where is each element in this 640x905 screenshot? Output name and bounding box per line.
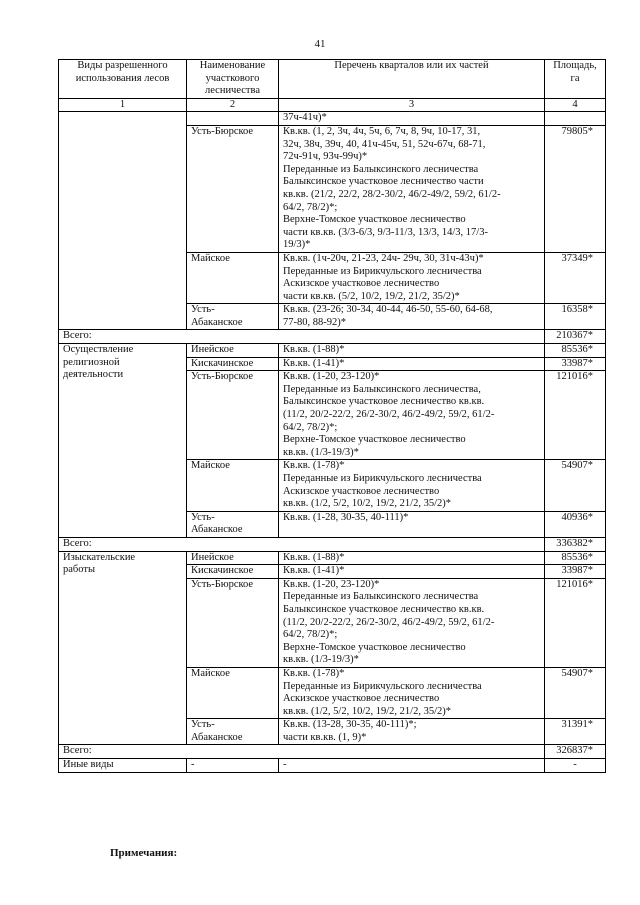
- total-area: 336382*: [545, 537, 606, 551]
- area-cell: 37349*: [545, 252, 606, 303]
- area-cell: 40936*: [545, 511, 606, 537]
- quarter-list-cell: Кв.кв. (1ч-20ч, 21-23, 24ч- 29ч, 30, 31ч-43ч)* Переданные из Бирикчульского лесничества Аскизское участковое лесничество части кв.кв. (5/2, 10/2, 19/2, 21/2, 35/2)*: [279, 252, 545, 303]
- column-number: 3: [279, 98, 545, 112]
- column-number: 1: [59, 98, 187, 112]
- total-area: 326837*: [545, 745, 606, 759]
- forestry-name-cell: Усть-Бюрское: [187, 371, 279, 460]
- forestry-name-cell: Инейское: [187, 344, 279, 358]
- area-cell: 54907*: [545, 460, 606, 511]
- table-row: [59, 551, 606, 565]
- total-row: [59, 330, 606, 344]
- quarter-list-cell: Кв.кв. (1-78)* Переданные из Бирикчульского лесничества Аскизское участковое лесничество кв.кв. (1/2, 5/2, 10/2, 19/2, 21/2, 35/2)*: [279, 460, 545, 511]
- use-type-cell: [59, 112, 187, 330]
- forestry-name-cell: -: [187, 759, 279, 773]
- quarter-list-cell: Кв.кв. (1, 2, 3ч, 4ч, 5ч, 6, 7ч, 8, 9ч, 10-17, 31, 32ч, 38ч, 39ч, 40, 41ч-45ч, 51, 52ч-67ч, 68-71, 72ч-91ч, 93ч-99ч)* Переданные из Балыксинского лесничества Балыксинское участковое лесничество части кв.кв. (21/2, 22/2, 28/2-30/2, 46/2-49/2, 59/2, 61/2- 64/2, 78/2)*; Верхне-Томское участковое лесничество части кв.кв. (3/3-6/3, 9/3-11/3, 13/3, 14/3, 17/3- 19/3)*: [279, 125, 545, 252]
- forestry-name-cell: Майское: [187, 460, 279, 511]
- forestry-name-cell: Майское: [187, 667, 279, 718]
- header-use-type: Виды разрешенного использования лесов: [59, 60, 187, 99]
- header-area: Площадь, га: [545, 60, 606, 99]
- forestry-name-cell: Инейское: [187, 551, 279, 565]
- forestry-name-cell: Усть-Бюрское: [187, 578, 279, 667]
- forestry-name-cell: Усть- Абаканское: [187, 719, 279, 745]
- quarter-list-cell: Кв.кв. (1-88)*: [279, 551, 545, 565]
- use-type-cell: Изыскательские работы: [59, 551, 187, 745]
- use-type-cell: Иные виды: [59, 759, 187, 773]
- page-number: 41: [314, 38, 326, 50]
- forestry-name-cell: Усть- Абаканское: [187, 304, 279, 330]
- area-cell: 31391*: [545, 719, 606, 745]
- area-cell: 121016*: [545, 578, 606, 667]
- notes-heading: Примечания:: [110, 847, 178, 859]
- quarter-list-cell: -: [279, 759, 545, 773]
- area-cell: 85536*: [545, 344, 606, 358]
- quarter-list-cell: Кв.кв. (1-20, 23-120)* Переданные из Балыксинского лесничества, Балыксинское участковое лесничество кв.кв. (11/2, 20/2-22/2, 26/2-30/2, 46/2-49/2, 59/2, 61/2- 64/2, 78/2)*; Верхне-Томское участковое лесничество кв.кв. (1/3-19/3)*: [279, 371, 545, 460]
- quarter-list-cell: Кв.кв. (1-28, 30-35, 40-111)*: [279, 511, 545, 537]
- total-label: Всего:: [59, 330, 545, 344]
- quarter-list-cell: 37ч-41ч)*: [279, 112, 545, 126]
- forest-use-table: [58, 59, 606, 773]
- forestry-name-cell: Майское: [187, 252, 279, 303]
- area-cell: 85536*: [545, 551, 606, 565]
- area-cell: 16358*: [545, 304, 606, 330]
- header-quarter-list: Перечень кварталов или их частей: [279, 60, 545, 99]
- column-number: 2: [187, 98, 279, 112]
- use-type-cell: Осуществление религиозной деятельности: [59, 344, 187, 538]
- total-row: [59, 745, 606, 759]
- total-label: Всего:: [59, 745, 545, 759]
- quarter-list-cell: Кв.кв. (1-41)*: [279, 565, 545, 579]
- table-row: [59, 759, 606, 773]
- forestry-name-cell: Усть-Бюрское: [187, 125, 279, 252]
- forestry-name-cell: Кискачинское: [187, 565, 279, 579]
- total-area: 210367*: [545, 330, 606, 344]
- column-number: 4: [545, 98, 606, 112]
- total-row: [59, 537, 606, 551]
- quarter-list-cell: Кв.кв. (1-88)*: [279, 344, 545, 358]
- forestry-name-cell: Усть- Абаканское: [187, 511, 279, 537]
- forestry-name-cell: Кискачинское: [187, 357, 279, 371]
- area-cell: 54907*: [545, 667, 606, 718]
- area-cell: 33987*: [545, 357, 606, 371]
- area-cell: 121016*: [545, 371, 606, 460]
- header-forestry-name: Наименование участкового лесничества: [187, 60, 279, 99]
- area-cell: -: [545, 759, 606, 773]
- header-row: [59, 60, 606, 99]
- quarter-list-cell: Кв.кв. (23-26; 30-34, 40-44, 46-50, 55-60, 64-68, 77-80, 88-92)*: [279, 304, 545, 330]
- column-number-row: [59, 98, 606, 112]
- quarter-list-cell: Кв.кв. (1-20, 23-120)* Переданные из Балыксинского лесничества Балыксинское участковое лесничество кв.кв. (11/2, 20/2-22/2, 26/2-30/2, 46/2-49/2, 59/2, 61/2- 64/2, 78/2)*; Верхне-Томское участковое лесничество кв.кв. (1/3-19/3)*: [279, 578, 545, 667]
- total-label: Всего:: [59, 537, 545, 551]
- area-cell: [545, 112, 606, 126]
- quarter-list-cell: Кв.кв. (1-41)*: [279, 357, 545, 371]
- table-row: [59, 344, 606, 358]
- forestry-name-cell: [187, 112, 279, 126]
- quarter-list-cell: Кв.кв. (13-28, 30-35, 40-111)*; части кв.кв. (1, 9)*: [279, 719, 545, 745]
- area-cell: 33987*: [545, 565, 606, 579]
- table-row: [59, 112, 606, 126]
- area-cell: 79805*: [545, 125, 606, 252]
- quarter-list-cell: Кв.кв. (1-78)* Переданные из Бирикчульского лесничества Аскизское участковое лесничество кв.кв. (1/2, 5/2, 10/2, 19/2, 21/2, 35/2)*: [279, 667, 545, 718]
